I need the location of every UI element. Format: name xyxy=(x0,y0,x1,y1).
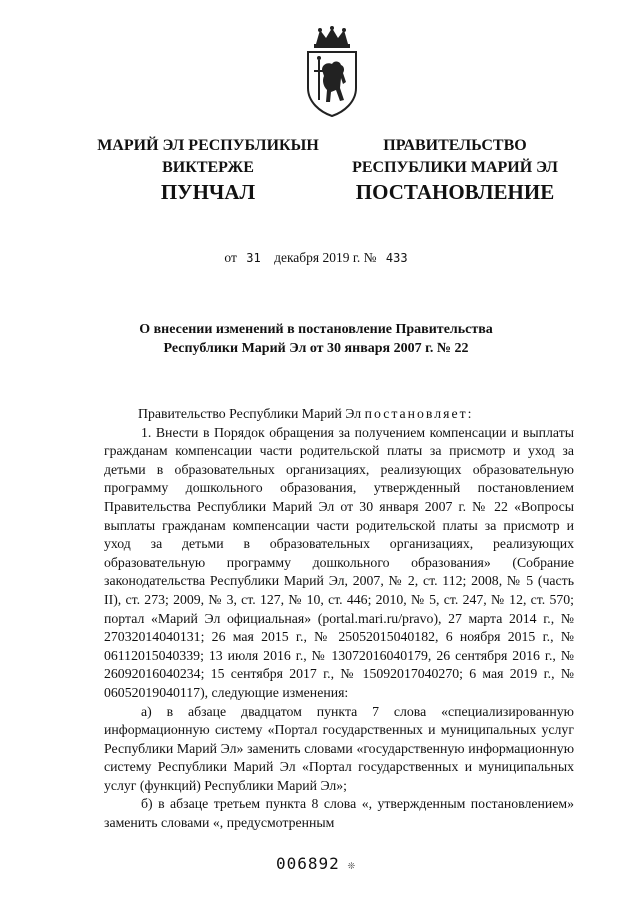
footer-serial xyxy=(0,854,632,873)
header-left-title: ПУНЧАЛ xyxy=(160,180,256,204)
document-subject xyxy=(100,320,532,358)
document-date xyxy=(0,250,632,266)
date-prefix: от xyxy=(224,250,237,265)
document-body xyxy=(104,405,574,833)
header-right xyxy=(335,135,575,179)
header-right-line1: ПРАВИТЕЛЬСТВО xyxy=(383,137,527,154)
header-left-line2: ВИКТЕРЖЕ xyxy=(162,159,254,176)
intro-start: Правительство Республики Марий Эл xyxy=(138,406,365,421)
body-paragraph-1: 1. Внести в Порядок обращения за получением компенсации и выплаты гражданам компенсации части родительской платы за присмотр и уход за детьми в образовательных организациях, реализующих образовательную программу дошкольного образования, утвержденный постановлением Правительства Республики Марий Эл от 30 января 2007 г. № 22 «Вопросы выплаты гражданам компенсации части родительской платы за присмотр и уход за детьми в образовательных организациях, реализующих образовательную программу дошкольного образования» (Собрание законодательства Республики Марий Эл, 2007, № 2, ст. 112; 2008, № 5 (часть II), ст. 273; 2009, № 3, ст. 127, № 10, ст. 446; 2010, № 5, ст. 247, № 12, ст. 570; портал «Марий Эл официальная» (portal.mari.ru/pravo), 27 марта 2014 г., № 27032014040131; 26 мая 2015 г., № 25052015040182, 6 ноября 2015 г., № 06112015040339; 13 июля 2016 г., № 13072016040179, 26 сентября 2016 г., № 26092016040234; 15 сентября 2017 г., № 15092017040270; 6 мая 2019 г., № 06052019040117), следующие изменения: xyxy=(104,424,574,700)
subject-line1: О внесении изменений в постановление Правительства xyxy=(139,322,493,337)
body-intro xyxy=(104,405,574,424)
intro-end: : xyxy=(467,406,472,421)
document-number: 433 xyxy=(385,251,408,265)
header-left-line1: МАРИЙ ЭЛ РЕСПУБЛИКЫН xyxy=(97,137,319,154)
coat-of-arms-icon xyxy=(300,26,364,118)
header-right-line2: РЕСПУБЛИКИ МАРИЙ ЭЛ xyxy=(352,159,558,176)
serial-number: 006892 xyxy=(275,854,340,873)
body-item-b: б) в абзаце третьем пункта 8 слова «, утвержденным постановлением» заменить словами «, предусмотренным xyxy=(104,796,574,831)
body-item-a: а) в абзаце двадцатом пункта 7 слова «специализированную информационную систему «Портал государственных и муниципальных услуг Республики Марий Эл» заменить словами «государственную информационную систему Республики Марий Эл «Портал государственных и муниципальных услуг (функций) Республики Марий Эл»; xyxy=(104,703,574,793)
date-month-year: декабря 2019 г. № xyxy=(274,250,377,265)
header-right-title: ПОСТАНОВЛЕНИЕ xyxy=(355,180,555,204)
subject-line2: Республики Марий Эл от 30 января 2007 г. № 22 xyxy=(163,341,469,356)
header-left xyxy=(88,135,328,179)
intro-spaced: постановляет xyxy=(364,406,468,421)
date-day: 31 xyxy=(246,251,261,265)
asterisk-mark-icon: ❊ xyxy=(347,858,357,872)
